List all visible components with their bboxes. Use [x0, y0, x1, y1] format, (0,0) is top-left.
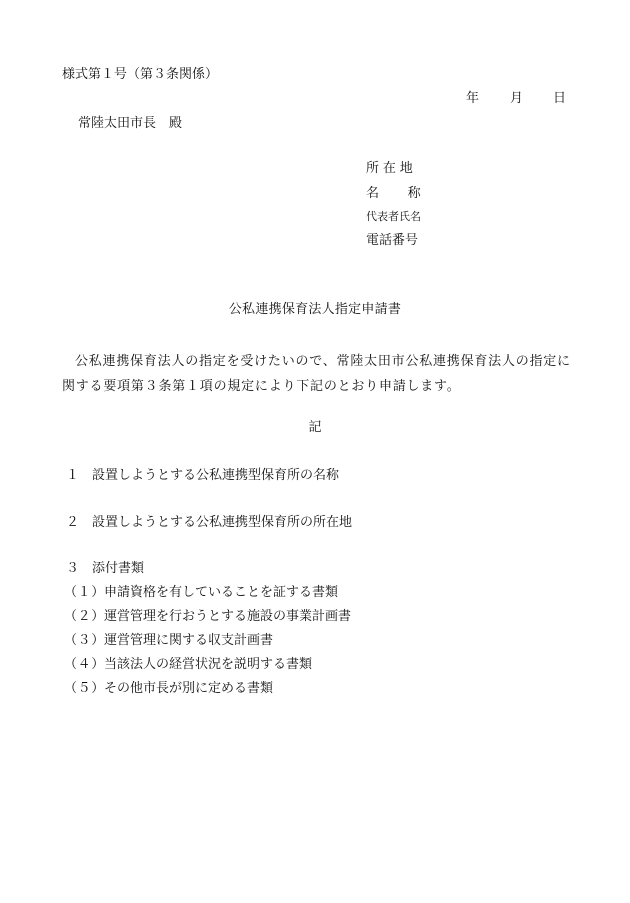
attachment-item	[64, 682, 273, 695]
attachment-label: （５）	[64, 681, 105, 696]
ki-heading: 記	[308, 420, 322, 435]
address-label: 所在地	[366, 161, 417, 176]
attachment-item	[64, 658, 312, 671]
date-month-label: 月	[510, 91, 524, 106]
attachment-text: 運営管理を行おうとする施設の事業計画書	[104, 609, 352, 624]
attachment-text: 運営管理に関する収支計画書	[104, 633, 274, 648]
application-statement: 公私連携保育法人の指定を受けたいので、常陸太田市公私連携保育法人の指定に関する要項第３条第１項の規定により下記のとおり申請します。	[62, 354, 571, 394]
addressee: 常陸太田市長 殿	[78, 116, 183, 131]
item-text: 設置しようとする公私連携型保育所の名称	[92, 468, 340, 483]
document-title: 公私連携保育法人指定申請書	[228, 302, 402, 317]
phone-label: 電話番号	[366, 233, 419, 248]
attachment-label: （３）	[64, 633, 105, 648]
item-number: ３	[66, 561, 80, 576]
attachment-label: （１）	[64, 585, 105, 600]
item-attachments	[66, 562, 144, 575]
item-facility-name	[66, 469, 339, 482]
representative-label: 代表者氏名	[366, 210, 421, 223]
form-number: 様式第１号（第３条関係）	[62, 67, 219, 82]
name-label: 名称	[366, 186, 450, 201]
attachment-label: （２）	[64, 609, 105, 624]
date-day-label: 日	[553, 91, 567, 106]
item-facility-location	[66, 516, 352, 529]
item-number: ２	[66, 515, 80, 530]
attachment-text: 申請資格を有していることを証する書類	[104, 585, 339, 600]
date-year-label: 年	[466, 91, 480, 106]
attachment-text: 当該法人の経営状況を説明する書類	[104, 657, 313, 672]
date-line	[0, 92, 630, 108]
attachment-label: （４）	[64, 657, 105, 672]
attachment-text: その他市長が別に定める書類	[104, 681, 274, 696]
item-number: １	[66, 468, 80, 483]
attachment-item	[64, 610, 351, 623]
item-text: 添付書類	[92, 561, 145, 576]
item-text: 設置しようとする公私連携型保育所の所在地	[92, 515, 353, 530]
attachment-item	[64, 634, 273, 647]
attachment-item	[64, 586, 338, 599]
